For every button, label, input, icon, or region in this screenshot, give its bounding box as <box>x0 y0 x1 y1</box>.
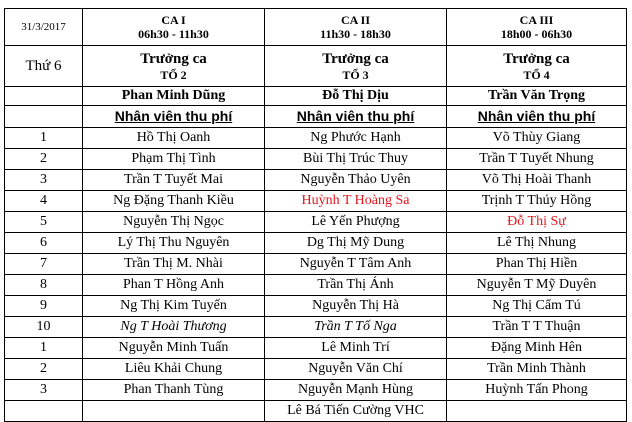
row-number: 7 <box>5 254 83 275</box>
table-row <box>5 317 627 338</box>
table-row <box>5 401 627 422</box>
date-cell <box>5 9 83 46</box>
table-row <box>5 128 627 149</box>
ca2-staff: Lê Bá Tiến Cường VHC <box>265 401 447 422</box>
leader-row <box>5 87 627 106</box>
shift-3-leader-title: Trưởng ca <box>503 50 570 67</box>
shift-3-header <box>447 9 627 46</box>
shift-2-name: CA II <box>340 13 370 27</box>
ca3-staff-highlighted: Đỗ Thị Sự <box>447 212 627 233</box>
ca3-staff: Phan Thị Hiền <box>447 254 627 275</box>
ca2-staff: Bùi Thị Trúc Thuy <box>265 149 447 170</box>
shift-2-leader-title: Trưởng ca <box>322 50 389 67</box>
shift-2-header <box>265 9 447 46</box>
row-number: 6 <box>5 233 83 254</box>
shift-3-team-name: TỔ 4 <box>523 67 550 82</box>
row-number: 3 <box>5 380 83 401</box>
shift-3-name: CA III <box>519 13 554 27</box>
shift-1-staff-label: Nhân viên thu phí <box>83 106 265 128</box>
ca3-staff: Ng Thị Cẩm Tú <box>447 296 627 317</box>
ca2-staff-italic: Trần T Tố Nga <box>265 317 447 338</box>
ca1-staff <box>83 401 265 422</box>
ca1-staff: Ng Đặng Thanh Kiều <box>83 191 265 212</box>
ca2-staff-highlighted: Huỳnh T Hoàng Sa <box>265 191 447 212</box>
shift-3-team <box>447 46 627 87</box>
shift-2-leader: Đỗ Thị Dịu <box>265 87 447 106</box>
shift-1-header <box>83 9 265 46</box>
ca1-staff: Liêu Khải Chung <box>83 359 265 380</box>
shift-header-row <box>5 9 627 46</box>
row-number <box>5 401 83 422</box>
ca1-staff: Phan T Hồng Anh <box>83 275 265 296</box>
row-number: 2 <box>5 359 83 380</box>
ca1-staff: Phan Thanh Tùng <box>83 380 265 401</box>
ca3-staff: Lê Thị Nhung <box>447 233 627 254</box>
ca3-staff: Võ Thị Hoài Thanh <box>447 170 627 191</box>
row-number: 3 <box>5 170 83 191</box>
ca1-staff: Phạm Thị Tình <box>83 149 265 170</box>
shift-roster-table <box>4 8 627 422</box>
ca1-staff: Lý Thị Thu Nguyên <box>83 233 265 254</box>
date: 31/3/2017 <box>21 21 66 33</box>
row-number: 9 <box>5 296 83 317</box>
table-row <box>5 380 627 401</box>
shift-3-leader: Trần Văn Trọng <box>447 87 627 106</box>
shift-1-leader: Phan Minh Dũng <box>83 87 265 106</box>
row-number: 8 <box>5 275 83 296</box>
ca2-staff: Ng Phước Hạnh <box>265 128 447 149</box>
ca3-staff: Trịnh T Thúy Hồng <box>447 191 627 212</box>
table-row <box>5 149 627 170</box>
shift-1-leader-title: Trưởng ca <box>140 50 207 67</box>
blank-cell <box>5 106 83 128</box>
ca1-staff-italic: Ng T Hoài Thương <box>83 317 265 338</box>
table-row <box>5 296 627 317</box>
table-row <box>5 191 627 212</box>
ca1-staff: Trần Thị M. Nhài <box>83 254 265 275</box>
table-row <box>5 233 627 254</box>
shift-1-team-name: TỔ 2 <box>160 67 187 82</box>
table-row <box>5 212 627 233</box>
ca2-staff: Nguyễn Thảo Uyên <box>265 170 447 191</box>
shift-2-staff-label: Nhân viên thu phí <box>265 106 447 128</box>
ca3-staff: Trần Minh Thành <box>447 359 627 380</box>
ca3-staff: Trần T Tuyết Nhung <box>447 149 627 170</box>
day-label: Thứ 6 <box>25 57 62 74</box>
row-number: 4 <box>5 191 83 212</box>
ca1-staff: Trần T Tuyết Mai <box>83 170 265 191</box>
day-cell <box>5 46 83 87</box>
table-row <box>5 359 627 380</box>
ca1-staff: Ng Thị Kim Tuyến <box>83 296 265 317</box>
ca2-staff: Nguyễn Văn Chí <box>265 359 447 380</box>
ca2-staff: Dg Thị Mỹ Dung <box>265 233 447 254</box>
ca2-staff: Nguyễn T Tâm Anh <box>265 254 447 275</box>
ca2-staff: Trần Thị Ánh <box>265 275 447 296</box>
shift-3-staff-label: Nhân viên thu phí <box>447 106 627 128</box>
staff-label-row <box>5 106 627 128</box>
shift-1-team <box>83 46 265 87</box>
row-number: 2 <box>5 149 83 170</box>
ca1-staff: Nguyễn Minh Tuấn <box>83 338 265 359</box>
team-header-row <box>5 46 627 87</box>
row-number: 5 <box>5 212 83 233</box>
ca2-staff: Nguyễn Thị Hà <box>265 296 447 317</box>
ca2-staff: Lê Minh Trí <box>265 338 447 359</box>
shift-2-time: 11h30 - 18h30 <box>320 27 391 41</box>
ca1-staff: Nguyễn Thị Ngọc <box>83 212 265 233</box>
shift-1-time: 06h30 - 11h30 <box>138 27 209 41</box>
row-number: 10 <box>5 317 83 338</box>
shift-2-team-name: TỔ 3 <box>342 67 369 82</box>
table-row <box>5 254 627 275</box>
ca2-staff: Lê Yến Phượng <box>265 212 447 233</box>
ca2-staff: Nguyễn Mạnh Hùng <box>265 380 447 401</box>
ca1-staff: Hồ Thị Oanh <box>83 128 265 149</box>
row-number: 1 <box>5 338 83 359</box>
ca3-staff: Trần T T Thuận <box>447 317 627 338</box>
row-number: 1 <box>5 128 83 149</box>
shift-2-team <box>265 46 447 87</box>
ca3-staff <box>447 401 627 422</box>
ca3-staff: Huỳnh Tấn Phong <box>447 380 627 401</box>
ca3-staff: Võ Thùy Giang <box>447 128 627 149</box>
table-row <box>5 170 627 191</box>
ca3-staff: Nguyễn T Mỹ Duyên <box>447 275 627 296</box>
ca3-staff: Đặng Minh Hên <box>447 338 627 359</box>
blank-cell <box>5 87 83 106</box>
shift-1-name: CA I <box>161 13 186 27</box>
table-row <box>5 338 627 359</box>
table-row <box>5 275 627 296</box>
shift-3-time: 18h00 - 06h30 <box>500 27 573 41</box>
